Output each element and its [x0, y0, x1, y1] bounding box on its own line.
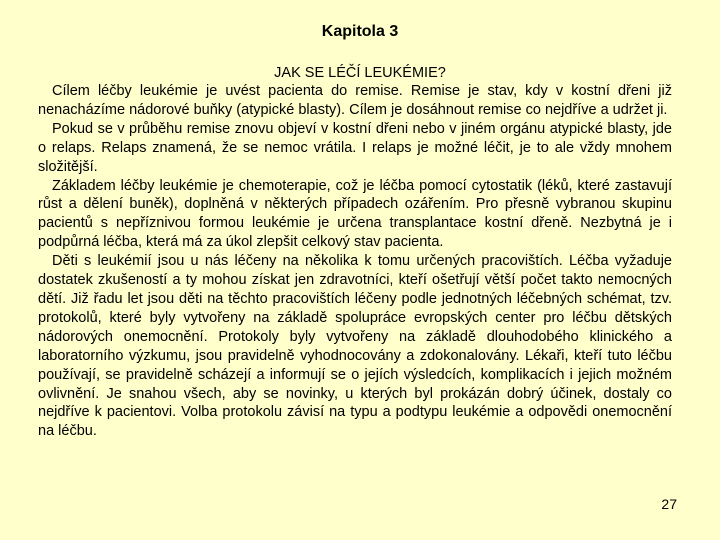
- section-heading: JAK SE LÉČÍ LEUKÉMIE?: [274, 65, 446, 81]
- paragraph-relapse: Pokud se v průběhu remise znovu objeví v kostní dřeni nebo v jiném orgánu atypické blasty, jde o relaps. Relaps znamená, že se nemoc vrátila. I relaps je možné léčit, je to ale vždy mnohem složitější.: [38, 120, 672, 175]
- page-number: 27: [661, 496, 677, 512]
- body-text: [38, 82, 672, 441]
- paragraph-chemotherapy: Základem léčby leukémie je chemoterapie, což je léčba pomocí cytostatik (léků, které zastavují růst a dělení buněk), doplněná v některých případech ozářením. Pro přesně vybranou skupinu pacientů s nepříznivou formou leukémie je určena transplantace kostní dřeně. Nezbytná je i podpůrná léčba, která má za úkol zlepšit celkový stav pacienta.: [38, 177, 672, 251]
- chapter-title: Kapitola 3: [321, 23, 399, 40]
- paragraph-remission: Cílem léčby leukémie je uvést pacienta do remise. Remise je stav, kdy v kostní dřeni již nenacházíme nádorové buňky (atypické blasty). Cílem je dosáhnout remise co nejdříve a udržet ji.: [38, 83, 672, 118]
- paragraph-protocols: Děti s leukémií jsou u nás léčeny na několika k tomu určených pracovištích. Léčba vyžaduje dostatek zkušeností a ty mohou získat jen zdravotníci, kteří ošetřují větší počet takto nemocných dětí. Již řadu let jsou děti na těchto pracovištích léčeny podle jednotných léčebných schémat, tzv. protokolů, které byly vytvořeny na základě spolupráce evropských center pro léčbu dětských nádorových onemocnění. Protokoly byly vytvořeny na základě dlouhodobého klinického a laboratorního výzkumu, jsou pravidelně vyhodnocovány a zdokonalovány. Lékaři, kteří tuto léčbu používají, se pravidelně scházejí a informují se o jejích výsledcích, komplikacích i jejich možném ovlivnění. Je snahou všech, aby se novinky, u kterých byl prokázán dobrý účinek, dostaly co nejdříve k pacientovi. Volba protokolu závisí na typu a podtypu leukémie a odpovědi onemocnění na léčbu.: [38, 253, 672, 440]
